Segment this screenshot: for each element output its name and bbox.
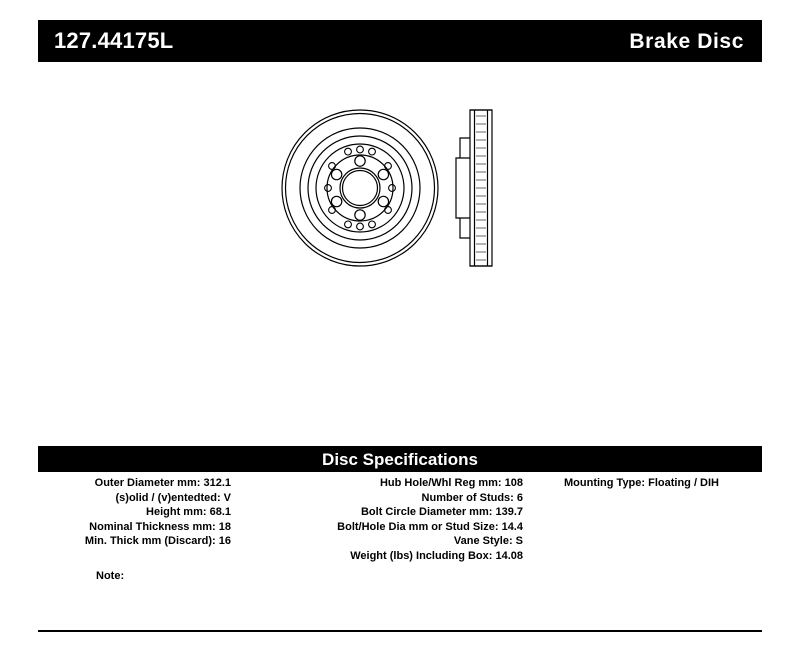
spec-item: (s)olid / (v)entedted: V — [115, 491, 231, 504]
spec-item: Bolt/Hole Dia mm or Stud Size: 14.4 — [337, 520, 523, 533]
spec-column-middle — [243, 476, 533, 586]
spec-columns — [38, 476, 762, 586]
spec-title: Disc Specifications — [322, 449, 478, 469]
note-label: Note: — [96, 570, 125, 582]
spec-item: Bolt Circle Diameter mm: 139.7 — [360, 506, 523, 519]
spec-item: Hub Hole/Whl Reg mm: 108 — [379, 477, 523, 489]
rotor-drawing — [270, 96, 560, 281]
spec-item: Number of Studs: 6 — [421, 491, 523, 504]
relief-holes — [325, 146, 396, 230]
product-type: Brake Disc — [629, 29, 744, 53]
part-number: 127.44175L — [54, 28, 174, 53]
spec-item: Nominal Thickness mm: 18 — [89, 520, 231, 533]
spec-item: Outer Diameter mm: 312.1 — [94, 477, 231, 489]
spec-column-left — [38, 476, 243, 586]
rotor-section-view — [456, 110, 492, 266]
vane-hatching — [476, 116, 486, 260]
spec-item: Height mm: 68.1 — [146, 506, 231, 519]
spec-column-right — [533, 476, 762, 586]
spec-title-bar — [38, 446, 762, 472]
spec-item: Vane Style: S — [453, 535, 523, 548]
spec-item: Mounting Type: Floating / DIH — [564, 477, 719, 489]
spec-item: Weight (lbs) Including Box: 14.08 — [350, 549, 523, 562]
spec-item: Min. Thick mm (Discard): 16 — [84, 535, 231, 548]
bottom-divider — [38, 630, 762, 632]
rotor-drawing-svg — [270, 96, 560, 281]
header-bar — [38, 20, 762, 62]
